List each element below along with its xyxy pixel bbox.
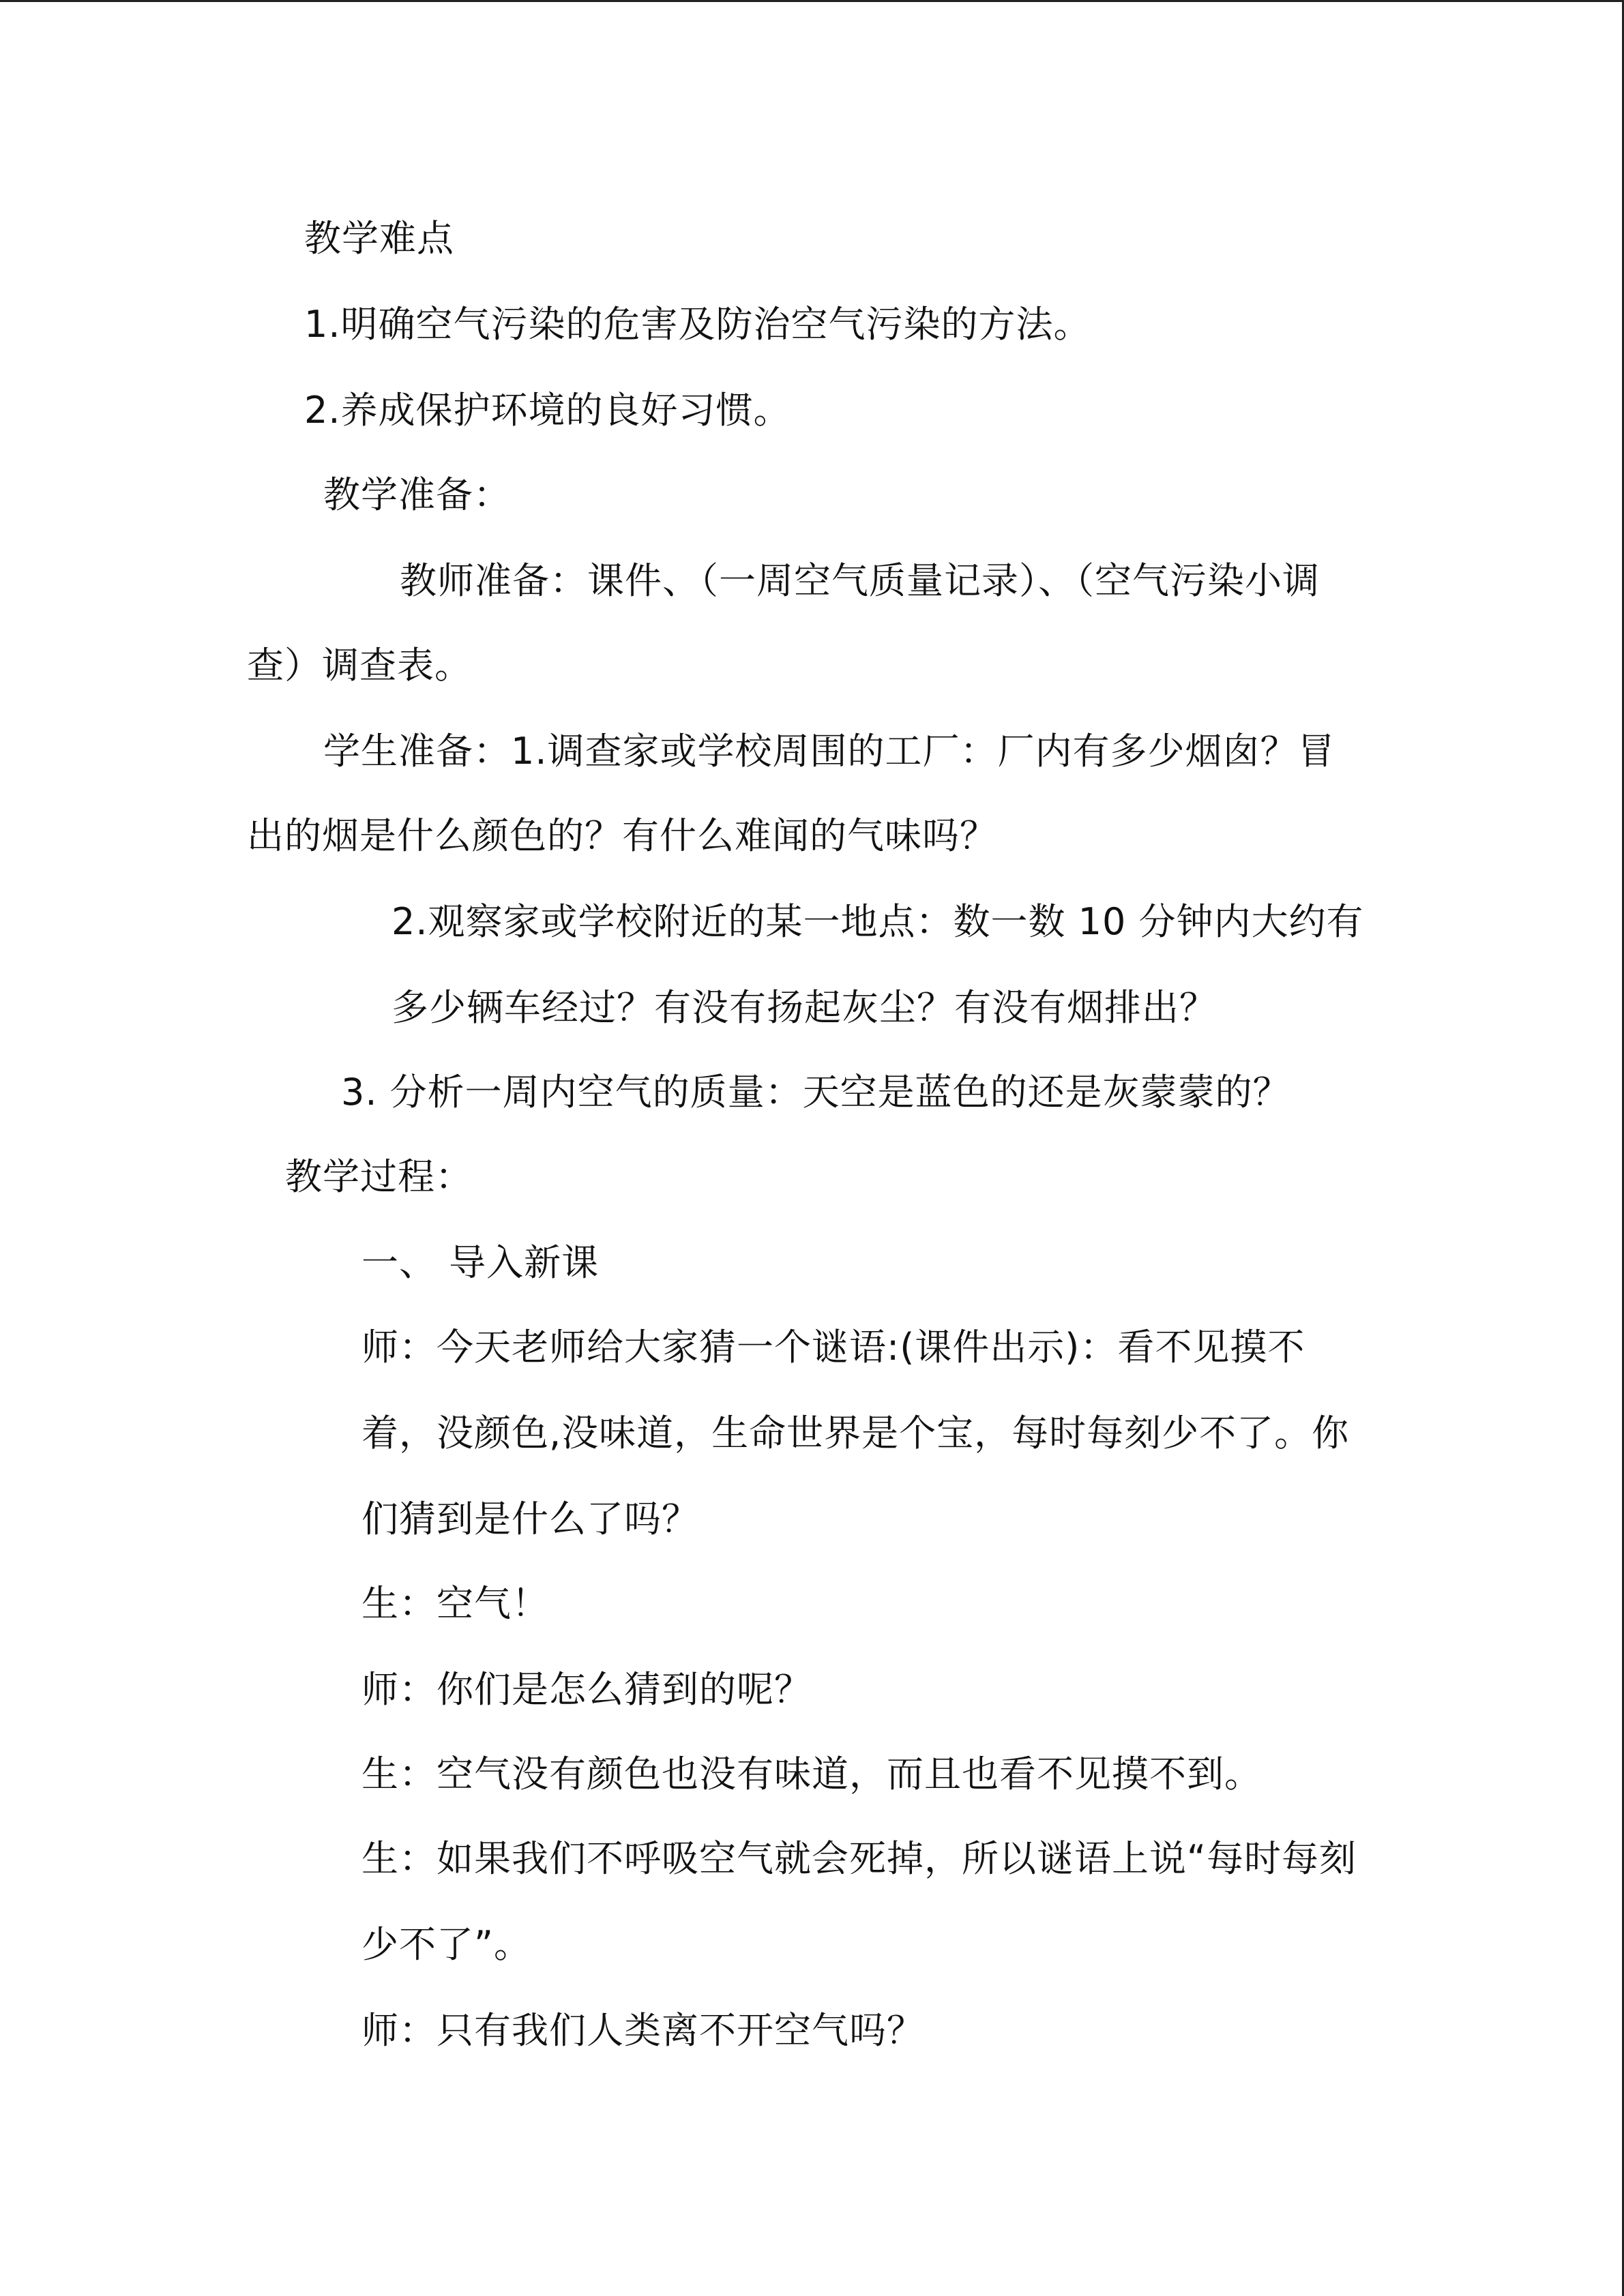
student-preparation-item-2-line-2: 多少辆车经过？有没有扬起灰尘？有没有烟排出？ <box>392 986 1217 1029</box>
dialogue-teacher-followup: 师：只有我们人类离不开空气吗？ <box>361 2009 924 2052</box>
dialogue-teacher-question: 师：你们是怎么猜到的呢？ <box>361 1668 812 1711</box>
heading-teaching-preparation: 教学准备： <box>323 473 511 516</box>
student-preparation-line-1: 学生准备：1.调查家或学校周围的工厂：厂内有多少烟囱？冒 <box>323 730 1335 773</box>
dialogue-student-reason-2-line-2: 少不了”。 <box>361 1923 531 1966</box>
teacher-preparation-line-2: 查）调查表。 <box>247 644 472 687</box>
heading-teaching-difficulties: 教学难点 <box>304 217 454 260</box>
dialogue-teacher-riddle-line-1: 师：今天老师给大家猜一个谜语:(课件出示)：看不见摸不 <box>361 1326 1305 1369</box>
dialogue-student-reason-2-line-1: 生：如果我们不呼吸空气就会死掉，所以谜语上说“每时每刻 <box>361 1837 1357 1880</box>
teacher-preparation-line-1: 教师准备：课件、（一周空气质量记录）、（空气污染小调 <box>400 559 1320 602</box>
heading-teaching-process: 教学过程： <box>285 1155 473 1198</box>
student-preparation-item-3: 3. 分析一周内空气的质量：天空是蓝色的还是灰蒙蒙的？ <box>341 1071 1290 1114</box>
section-introduction-heading: 一、 导入新课 <box>361 1241 600 1284</box>
dialogue-student-reason-1: 生：空气没有颜色也没有味道，而且也看不见摸不到。 <box>361 1753 1262 1795</box>
difficulty-item-2: 2.养成保护环境的良好习惯。 <box>304 389 791 432</box>
dialogue-teacher-riddle-line-3: 们猜到是什么了吗？ <box>361 1497 699 1540</box>
dialogue-teacher-riddle-line-2: 着，没颜色,没味道，生命世界是个宝，每时每刻少不了。你 <box>361 1412 1350 1455</box>
student-preparation-line-2: 出的烟是什么颜色的？有什么难闻的气味吗？ <box>247 814 997 857</box>
difficulty-item-1: 1.明确空气污染的危害及防治空气污染的方法。 <box>304 303 1091 346</box>
dialogue-student-answer: 生：空气！ <box>361 1582 549 1625</box>
page-border-top <box>0 0 1624 2</box>
student-preparation-item-2-line-1: 2.观察家或学校附近的某一地点：数一数 10 分钟内大约有 <box>392 900 1364 943</box>
